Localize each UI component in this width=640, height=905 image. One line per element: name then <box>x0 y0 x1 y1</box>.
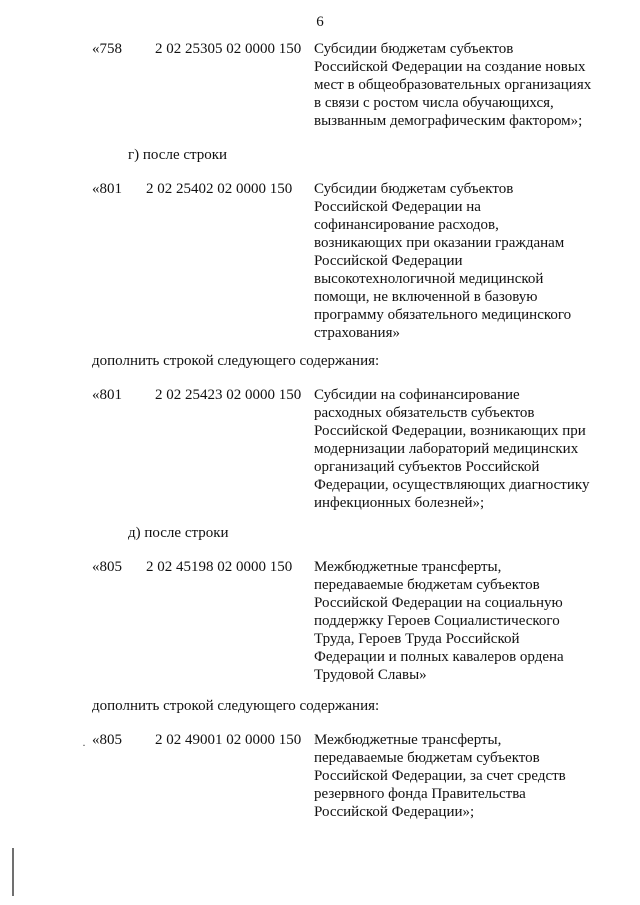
budget-classification-code: 2 02 25305 02 0000 150 <box>155 41 302 57</box>
scan-margin-line <box>12 848 14 896</box>
budget-classification-code: 2 02 49001 02 0000 150 <box>155 732 302 748</box>
description-line: высокотехнологичной медицинской <box>314 271 544 287</box>
description-line: Российской Федерации, за счет средств <box>314 768 566 784</box>
description-line: программу обязательного медицинского <box>314 307 572 323</box>
description-line: Трудовой Славы» <box>314 667 427 683</box>
description-line: Российской Федерации <box>314 253 463 269</box>
entry-description <box>314 180 594 342</box>
description-line: возникающих при оказании гражданам <box>314 235 565 251</box>
budget-classification-code: 2 02 25423 02 0000 150 <box>155 387 302 403</box>
description-line: организаций субъектов Российской <box>314 459 540 475</box>
description-line: Федерации и полных кавалеров ордена <box>314 649 564 665</box>
description-line: Федерации, осуществляющих диагностику <box>314 477 590 493</box>
description-line: поддержку Героев Социалистического <box>314 613 560 629</box>
entry-description <box>314 558 594 684</box>
page-number: 6 <box>316 14 324 30</box>
entry-description <box>314 40 594 130</box>
budget-classification-code: 2 02 45198 02 0000 150 <box>146 559 293 575</box>
description-line: мест в общеобразовательных организациях <box>314 77 592 93</box>
description-line: помощи, не включенной в базовую <box>314 289 538 305</box>
entry-description <box>314 386 594 512</box>
description-line: Российской Федерации»; <box>314 804 475 820</box>
description-line: страхования» <box>314 325 400 341</box>
description-line: Российской Федерации на <box>314 199 481 215</box>
description-line: Субсидии бюджетам субъектов <box>314 41 514 57</box>
description-line: инфекционных болезней»; <box>314 495 485 511</box>
description-line: Межбюджетные трансферты, <box>314 559 502 575</box>
description-line: передаваемые бюджетам субъектов <box>314 750 540 766</box>
description-line: резервного фонда Правительства <box>314 786 526 802</box>
description-line: Межбюджетные трансферты, <box>314 732 502 748</box>
description-line: Субсидии бюджетам субъектов <box>314 181 514 197</box>
description-line: Труда, Героев Труда Российской <box>314 631 520 647</box>
description-line: софинансирование расходов, <box>314 217 499 233</box>
instruction-after-line-g: г) после строки <box>128 147 228 163</box>
admin-code: «805 <box>92 559 122 575</box>
admin-code: «805 <box>92 732 122 748</box>
budget-classification-code: 2 02 25402 02 0000 150 <box>146 181 293 197</box>
admin-code: «801 <box>92 181 122 197</box>
admin-code: «801 <box>92 387 122 403</box>
description-line: передаваемые бюджетам субъектов <box>314 577 540 593</box>
admin-code: «758 <box>92 41 122 57</box>
description-line: Российской Федерации на создание новых <box>314 59 586 75</box>
description-line: в связи с ростом числа обучающихся, <box>314 95 554 111</box>
instruction-after-line-d: д) после строки <box>128 525 229 541</box>
description-line: модернизации лабораторий медицинских <box>314 441 579 457</box>
description-line: вызванным демографическим фактором»; <box>314 113 583 129</box>
description-line: расходных обязательств субъектов <box>314 405 535 421</box>
description-line: Российской Федерации, возникающих при <box>314 423 586 439</box>
description-line: Российской Федерации на социальную <box>314 595 563 611</box>
entry-description <box>314 731 594 821</box>
description-line: Субсидии на софинансирование <box>314 387 520 403</box>
scan-dot-mark: · <box>82 738 86 752</box>
instruction-add-line-2: дополнить строкой следующего содержания: <box>92 698 380 714</box>
instruction-add-line-1: дополнить строкой следующего содержания: <box>92 353 380 369</box>
